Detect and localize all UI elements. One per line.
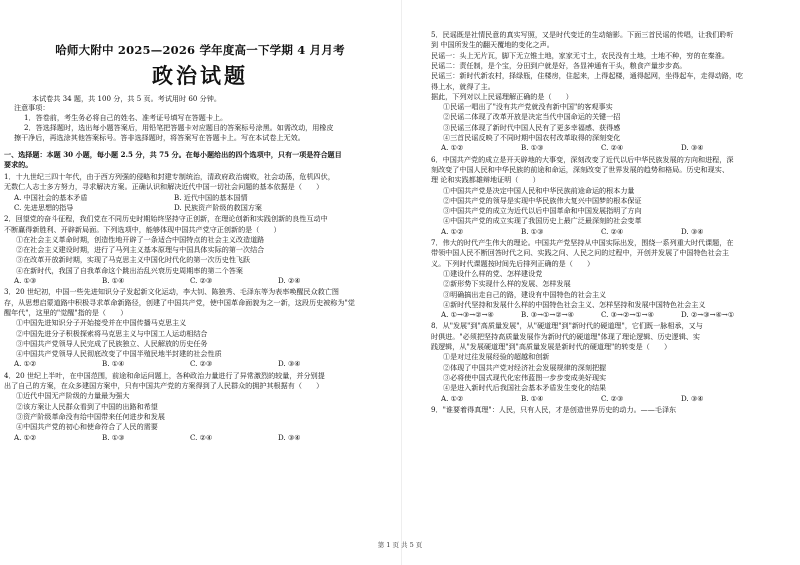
option-a[interactable]: A. ①② (441, 393, 464, 403)
option-d[interactable]: D. ③④ (278, 359, 301, 369)
question-line: 刻改变了中国人民和中华民族的前途和命运，深刻改变了世界发展的趋势和格局。历史和现实、 (431, 164, 729, 174)
question-line: 民谣三：新时代新农村，择绿瓶，住楼房，住起来，上得起楼，通得起网，坐得起车，走得动路，吃 (431, 71, 744, 81)
question-line: ①近代中国无产阶级的力量最为强大 (16, 391, 130, 401)
question-line: 时俱进。"必须把坚持高质量发展作为新时代的硬道理"体现了理论逻辑、历史逻辑、实 (431, 331, 700, 341)
option-b[interactable]: B. 近代中国的基本国情 (174, 192, 248, 202)
question-line: ①在社会主义革命时期，创造性地开辟了一条适合中国特点的社会主义改造道路 (16, 234, 265, 244)
question-line: ②新形势下实现什么样的发展、怎样发展 (443, 279, 571, 289)
question-line: 醒年代"，这里的"觉醒"指的是（ ） (4, 307, 128, 317)
option-a[interactable]: A. ①② (14, 432, 37, 442)
question-line: ③中国共产党领导人民完成了民族独立、人民解放的历史任务 (16, 338, 208, 348)
option-b[interactable]: B. ①④ (102, 359, 125, 369)
option-b[interactable]: B. ③→①→②→④ (521, 310, 574, 320)
question-line: 义。下列时代课题按时间先后排列正确的是（ ） (431, 258, 595, 268)
option-c[interactable]: C. ②③ (190, 276, 213, 285)
question-line: ①中国先进知识分子开始接受并在中国传播马克思主义 (16, 318, 187, 328)
question-line: 民谣一：头上无片瓦，脚下无立锥土地，家家无寸土，农民没有土地，土地不种，穷的在秦淮。 (431, 50, 729, 60)
question-line: 践逻辑，从"发展硬道理"到"高质量发展是新时代的硬道理"的转变是（ ） (431, 342, 672, 351)
question-line: ①建设什么样的党、怎样建设党 (443, 268, 543, 278)
question-line: ④新时代坚持和发展什么样的中国特色社会主义、怎样坚持和发展中国特色社会主义 (443, 299, 706, 309)
question-line: ③必将使中国式现代化宏伟蓝图一步步变成美好现实 (443, 372, 607, 382)
question-line: ③在改革开放新时期，实现了马克思主义中国化时代化的第一次历史性飞跃 (16, 255, 251, 265)
option-a[interactable]: A. ①② (14, 359, 37, 369)
question-line: ③民谣三体现了新时代中国人民有了更多幸福感、获得感 (443, 122, 621, 132)
question-line: ②该方案让人民群众看到了中国的出路和希望 (16, 401, 158, 411)
subject-title: 政治试题 (152, 63, 248, 88)
option-d[interactable]: D. 民族资产阶级的救国方案 (174, 202, 262, 212)
option-a[interactable]: A. ①② (441, 143, 464, 153)
question-stem: 9．"谁要着得真理"：人民，只有人民，才是创造世界历史的动力。——毛泽东 (431, 404, 677, 414)
question-line: ④是进入新时代后我国社会基本矛盾发生变化的结果 (443, 383, 607, 393)
option-d[interactable]: D. ②④ (278, 276, 301, 285)
option-c[interactable]: C. ②④ (190, 432, 213, 442)
page-fold (401, 0, 402, 565)
section-heading: 要求的。 (4, 160, 33, 169)
page-footer: 第 1 页 共 5 页 (377, 541, 423, 549)
option-b[interactable]: B. ①③ (521, 226, 544, 236)
question-line: ④中国共产党的成立实现了我国历史上最广泛最深刻的社会变革 (443, 216, 642, 226)
option-b[interactable]: B. ①③ (102, 432, 125, 442)
notice-line: 1．答卷前，考生务必将自己的姓名、准考证号填写在答题卡上。 (24, 113, 228, 122)
question-line: 不断赢得新胜利、开辟新局面。下列选项中，能够体现中国共产党守正创新的是（ ） (4, 224, 281, 234)
option-d[interactable]: D. ③④ (681, 143, 704, 153)
option-a[interactable]: A. ①→③→②→④ (441, 310, 494, 320)
option-c[interactable]: C. ③→②→①→④ (601, 310, 654, 320)
option-d[interactable]: D. ②→③→④→① (681, 310, 735, 320)
question-line: ④在新时代，我国了自我革命这个跳出治乱兴衰历史周期率的第二个答案 (16, 265, 243, 275)
option-d[interactable]: D. ③④ (681, 393, 704, 403)
question-line: ①中国共产党是决定中国人民和中华民族前途命运的根本力量 (443, 185, 635, 195)
question-line: 据此，下列对以上民谣理解正确的是（ ） (431, 91, 573, 101)
question-line: 无数仁人志士多方努力，寻求解决方案。正确认识和解决近代中国一切社会问题的基本依据是（ ） (4, 182, 324, 192)
section-heading: 一、选择题：本题 30 小题，每小题 2.5 分，共 75 分。在每小题给出的四个选项中，只有一项是符合题目 (4, 150, 342, 159)
question-line: ④中国共产党的初心和使命符合了人民的需要 (16, 422, 158, 432)
question-line: 出了自己的方案，在众多建国方案中，只有中国共产党的方案得到了人民群众的拥护其根据有（ ） (4, 381, 324, 390)
question-line: ①民谣一唱出了"没有共产党就没有新中国"的客观事实 (443, 102, 613, 112)
notice-line: 擦干净后，再选涂其他答案标号。答非选择题时，将答案写在答题卡上。写在本试卷上无效。 (14, 133, 305, 142)
option-d[interactable]: D. ③④ (278, 432, 301, 442)
option-d[interactable]: D. ③④ (681, 226, 704, 236)
question-stem: 1．十九世纪三四十年代，由于西方列强的侵略和封建专制统治，清政府政治腐败，社会动荡，危机四伏， (4, 172, 335, 181)
option-c[interactable]: C. ②③ (601, 393, 624, 403)
option-a[interactable]: A. 中国社会的基本矛盾 (14, 192, 88, 202)
option-a[interactable]: A. ①② (441, 226, 464, 236)
question-line: 得上水，就得了主。 (431, 81, 495, 91)
option-b[interactable]: B. ①④ (521, 393, 544, 403)
question-line: 带领中国人民不断回答时代之问、实践之问、人民之问的过程中，开创并发展了中国特色社会主 (431, 248, 729, 258)
question-line: ①是对过往发展经验的超越和创新 (443, 352, 550, 362)
question-line: ②中国共产党的领导是实现中华民族伟大复兴中国梦的根本保证 (443, 195, 642, 205)
option-b[interactable]: B. ①③ (521, 143, 544, 153)
question-line: ③资产阶级革命没有给中国带来任何进步和发展 (16, 411, 165, 421)
question-line: ②在社会主义建设时期，进行了马列主义基本原理与中国具体实际的第一次结合 (16, 245, 265, 255)
question-stem: 3．20 世纪初，中国一些先进知识分子发起新文化运动，李大钊、陈独秀、毛泽东等为表率唤醒民众救亡图 (4, 287, 340, 297)
question-stem: 8．从"发展"到"高质量发展"，从"硬道理"到"新时代的硬道理"，它们既一脉相承，又与 (431, 321, 703, 331)
question-line: ③明确搞出走自己的路，建设有中国特色的社会主义 (443, 289, 607, 299)
option-c[interactable]: C. 先进思想的指导 (14, 202, 74, 212)
option-c[interactable]: C. ②④ (601, 143, 624, 153)
question-stem: 5．民谣既是社情民意的真实写照，又是时代变迁的生动缩影。下面三首民谣的传唱，让我们聆听 (431, 30, 734, 39)
question-line: ②中国先进分子积极探索将马克思主义与中国工人运动相结合 (16, 328, 208, 338)
exam-info: 本试卷共 34 题，共 100 分，共 5 页。考试用时 60 分钟。 (32, 94, 221, 103)
question-line: ④三首民谣反映了不同时期中国农村改革取得的深刻变化 (443, 133, 621, 142)
notice-title: 注意事项： (14, 103, 50, 112)
question-line: 到 中国所发生的翻天覆地的变化之声。 (431, 40, 554, 50)
question-line: ③中国共产党的成立为近代以后中国革命和中国发展指明了方向 (443, 206, 642, 216)
question-stem: 6．中国共产党的成立是开天辟地的大事变，深刻改变了近代以后中华民族发展的方向和进程，深 (431, 154, 734, 164)
question-line: ④中国共产党领导人民彻底改变了中国半殖民地半封建的社会性质 (16, 349, 222, 359)
option-c[interactable]: C. ②④ (601, 226, 624, 236)
question-stem: 4．20 世纪上半叶，在中国范围，前途和命运问题上，各种政治力量进行了异常激烈的较量，并分别提 (4, 370, 325, 380)
option-b[interactable]: B. ①④ (102, 276, 125, 285)
exam-title: 哈师大附中 2025—2026 学年度高一下学期 4 月月考 (55, 43, 345, 57)
question-stem: 7．伟大的时代产生伟大的理论。中国共产党坚持从中国实际出发，围绕一系列重大时代课题，在 (431, 238, 734, 247)
question-line: ②民谣二体现了改革开放是决定当代中国命运的关键一招 (443, 112, 621, 122)
question-stem: 2．回望党的奋斗征程，我们党在不同历史时期始终坚持守正创新，在理论创新和实践创新的良性互动中 (4, 214, 328, 224)
notice-line: 2．答选择题时，选出每小题答案后，用铅笔把答题卡对应题目的答案标号涂黑。如需改动，用橡皮 (24, 123, 334, 132)
question-line: 理 论和实践都雄辩地证明（ ） (431, 175, 540, 185)
option-c[interactable]: C. ②③ (190, 359, 213, 369)
question-line: 民谣二：责任制，是个宝，分田到户就是好，各显神通有干头，粮食产量步步高。 (431, 60, 687, 70)
question-line: 存，从思想启蒙道路中积极寻求革命新路径，创建了中国共产党，使中国革命面貌为之一新，这段历史被称为"觉 (4, 297, 355, 307)
option-a[interactable]: A. ①③ (14, 276, 37, 285)
question-line: ②体现了中国共产党对经济社会发展规律的深刻把握 (443, 362, 607, 372)
